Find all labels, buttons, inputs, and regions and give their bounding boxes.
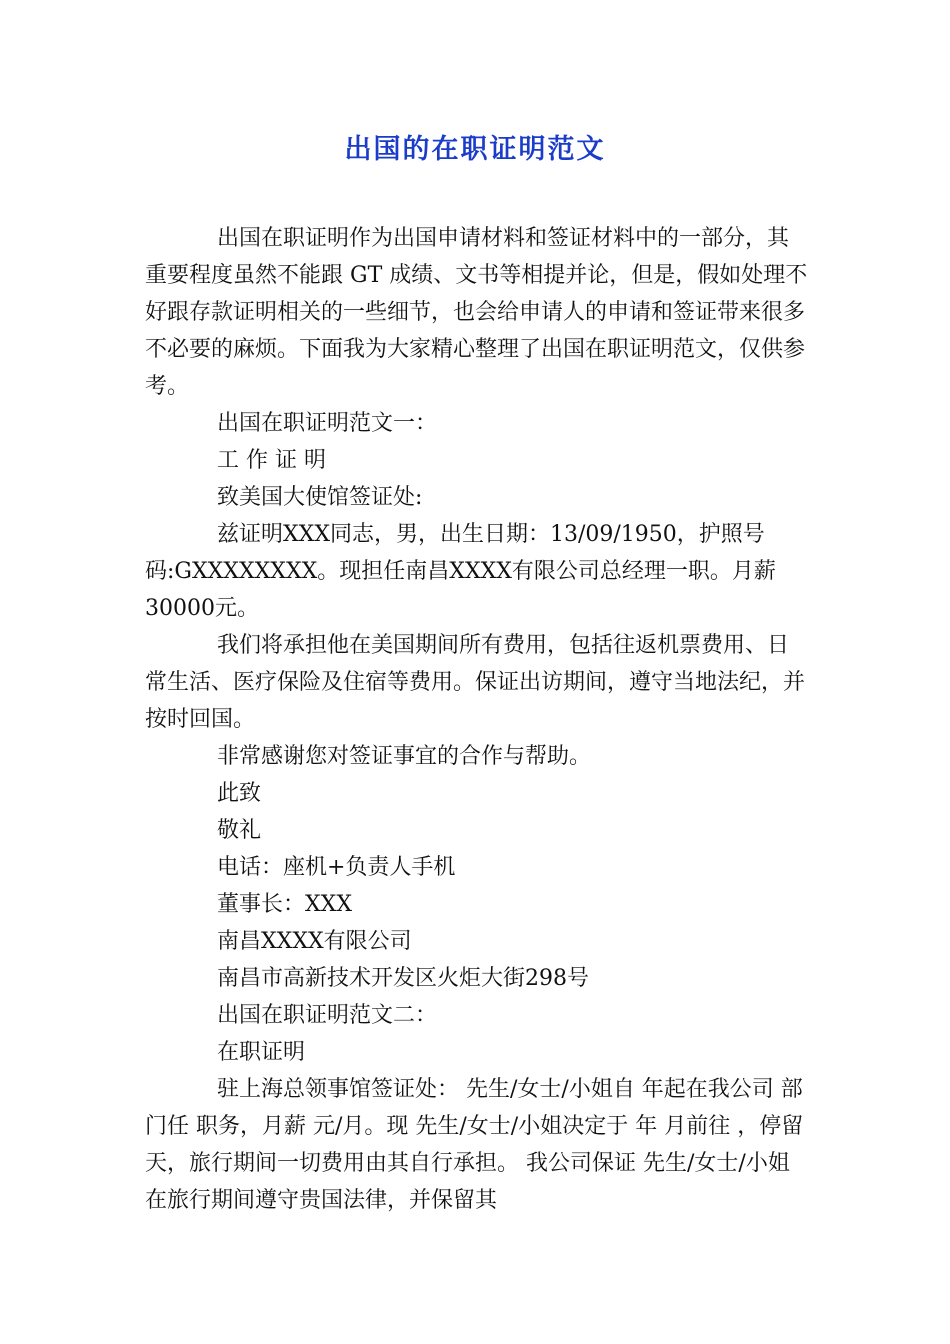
- consulate-paragraph: 驻上海总领事馆签证处： 先生/女士/小姐自 年起在我公司 部门任 职务，月薪 元/月。现 先生/女士/小姐决定于 年 月前往 ，停留 天，旅行期间一切费用由其自行承担。 我公司保证 先生/女士/小姐在旅行期间遵守贵国法律，并保留其: [145, 1077, 804, 1213]
- phone-line: 电话：座机+负责人手机: [217, 855, 456, 880]
- chairman-line: 董事长：XXX: [217, 892, 352, 917]
- document-title: 出国的在职证明范文: [344, 134, 606, 165]
- certification-paragraph: 兹证明XXX同志，男，出生日期：13/09/1950，护照号码:GXXXXXXXX。现担任南昌XXXX有限公司总经理一职。月薪30000元。: [145, 522, 776, 621]
- company-name-line: 南昌XXXX有限公司: [217, 929, 412, 954]
- certificate-title: 工 作 证 明: [217, 448, 326, 473]
- document-body: [145, 220, 810, 1219]
- thanks-line: 非常感谢您对签证事宜的合作与帮助。: [217, 744, 592, 769]
- company-address-line: 南昌市高新技术开发区火炬大街298号: [217, 966, 589, 991]
- sample-two-heading: 出国在职证明范文二：: [217, 1003, 438, 1028]
- closing-line: 此致: [217, 781, 262, 806]
- salutation-line: 敬礼: [217, 818, 262, 843]
- guarantee-paragraph: 我们将承担他在美国期间所有费用，包括往返机票费用、日常生活、医疗保险及住宿等费用。保证出访期间，遵守当地法纪，并按时回国。: [145, 633, 806, 732]
- intro-paragraph: 出国在职证明作为出国申请材料和签证材料中的一部分，其重要程度虽然不能跟 GT 成绩、文书等相提并论，但是，假如处理不好跟存款证明相关的一些细节，也会给申请人的申请和签证带来很多不必要的麻烦。下面我为大家精心整理了出国在职证明范文，仅供参考。: [145, 226, 808, 399]
- sample-one-heading: 出国在职证明范文一：: [217, 411, 438, 436]
- employment-certificate-title: 在职证明: [217, 1040, 306, 1065]
- recipient-line: 致美国大使馆签证处:: [217, 485, 423, 510]
